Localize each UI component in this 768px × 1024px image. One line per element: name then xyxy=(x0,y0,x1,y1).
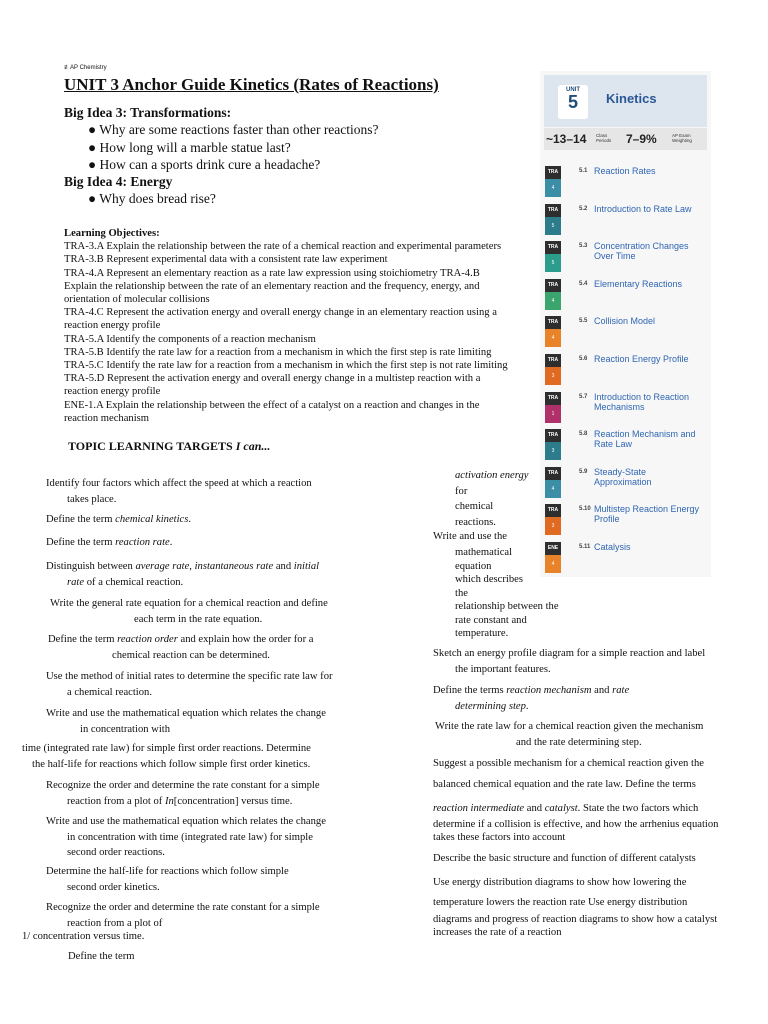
target-text: Use energy distribution xyxy=(588,897,688,908)
topic-row xyxy=(545,166,705,200)
class-periods-value: ~13–14 xyxy=(546,132,587,146)
weighting-label: AP Exam Weighting xyxy=(672,133,692,143)
target-text: . xyxy=(577,803,581,814)
target-text: second order kinetics. xyxy=(67,881,160,893)
big-idea-4-list xyxy=(88,190,216,208)
target-energy-profile xyxy=(433,646,705,677)
topic-tag xyxy=(545,166,561,197)
objective-line: reaction mechanism xyxy=(64,412,150,424)
topic-tag xyxy=(545,467,561,498)
topic-level: 3 xyxy=(545,367,561,385)
topic-tag xyxy=(545,241,561,272)
topic-name: Reaction Mechanism and Rate Law xyxy=(594,429,696,450)
target-activation-energy xyxy=(455,468,528,530)
target-intermediate-catalyst xyxy=(433,802,718,845)
topic-level: 1 xyxy=(545,405,561,423)
target-text: . xyxy=(169,537,173,548)
topic-number: 5.5 xyxy=(579,318,588,325)
target-arrhenius xyxy=(433,529,507,545)
topic-name: Concentration Changes Over Time xyxy=(594,241,689,262)
target-text: reaction from a plot of xyxy=(67,917,163,929)
topic-number: 5.8 xyxy=(579,431,588,438)
objective-line: TRA-3.A Explain the relationship between the rate of a chemical reaction and experimental parameters xyxy=(64,241,502,253)
topic-number: 5.2 xyxy=(579,205,588,212)
target-10 xyxy=(46,814,326,861)
target-text: temperature. xyxy=(455,628,509,639)
target-text: Describe the basic structure and function of different catalysts xyxy=(433,853,696,864)
term-italic: rate xyxy=(67,576,85,588)
target-text: Write and use the mathematical equation which relates the change xyxy=(46,708,326,719)
topic-name: Multistep Reaction Energy Profile xyxy=(594,504,700,525)
target-text: Determine the half-life for reactions which follow simple xyxy=(46,866,289,877)
objectives-list xyxy=(64,240,544,425)
topic-number: 5.4 xyxy=(579,280,588,287)
topic-row xyxy=(545,429,705,463)
term-italic: reaction mechanism xyxy=(506,685,592,696)
target-energy-distribution xyxy=(433,875,686,891)
term-italic: rate xyxy=(612,685,630,696)
target-3 xyxy=(46,535,172,551)
term-italic: activation energy xyxy=(455,470,529,481)
topic-number: 5.9 xyxy=(579,468,588,475)
topic-tag xyxy=(545,429,561,460)
target-text: Use the method of initial rates to determine the specific rate law for xyxy=(46,671,333,682)
topic-number: 5.10 xyxy=(579,506,591,513)
objective-line: Explain the relationship between the rate of an elementary reaction and the frequency, energy, and xyxy=(64,280,480,292)
target-text: Define the term xyxy=(68,951,135,962)
target-text: , xyxy=(189,561,195,572)
target-text: Recognize the order and determine the rate constant for a simple xyxy=(46,780,320,791)
objective-line: TRA-5.C Identify the rate law for a reaction from a mechanism in which the first step is not rate limiting xyxy=(64,360,508,372)
term-italic: average rate xyxy=(135,561,190,572)
target-text: rate constant and xyxy=(455,614,527,626)
unit-label: UNIT xyxy=(566,87,580,93)
topic-tag xyxy=(545,504,561,535)
target-text: takes place. xyxy=(67,493,117,505)
target-text: and xyxy=(273,561,294,572)
topic-level: 3 xyxy=(545,442,561,460)
target-text: takes these factors into account xyxy=(433,832,566,843)
topic-level: 3 xyxy=(545,517,561,535)
unit-stats xyxy=(544,128,707,150)
target-6 xyxy=(48,632,313,663)
topic-level: 4 xyxy=(545,329,561,347)
topic-name: Catalysis xyxy=(594,542,631,552)
target-text: determine if a collision is effective, and how the arrhenius equation xyxy=(433,818,719,830)
topic-level: 5 xyxy=(545,217,561,235)
target-text: Define the term xyxy=(48,634,118,645)
topic-row xyxy=(545,316,705,350)
target-text: which describes xyxy=(455,574,523,585)
topic-tag-label: TRA xyxy=(545,166,561,179)
target-text: Define the term xyxy=(46,537,116,548)
target-text: reactions. xyxy=(455,516,496,528)
topic-tag xyxy=(545,542,561,573)
target-text: increases the rate of a reaction xyxy=(433,927,562,938)
term-italic: instantaneous rate xyxy=(194,561,274,572)
term-italic: reaction intermediate xyxy=(433,803,525,814)
topic-number: 5.1 xyxy=(579,168,588,174)
topic-tag xyxy=(545,316,561,347)
target-12 xyxy=(46,900,320,931)
unit-number: 5 xyxy=(567,92,578,112)
topic-tag-label: TRA xyxy=(545,316,561,329)
topic-tag xyxy=(545,354,561,385)
targets-heading-main: TOPIC LEARNING TARGETS xyxy=(68,439,236,453)
target-text: balanced chemical equation and the rate law. xyxy=(433,779,623,790)
target-9 xyxy=(46,778,320,809)
class-periods-label: Class Periods xyxy=(596,133,612,143)
target-text: diagrams and progress of reaction diagrams to show how a catalyst xyxy=(433,913,718,925)
targets-heading-italic: I can... xyxy=(235,439,271,453)
unit-title: Kinetics xyxy=(606,91,657,106)
big-idea-3-heading: Big Idea 3: Transformations: xyxy=(64,105,232,120)
topic-name: Elementary Reactions xyxy=(594,278,683,289)
bullet-item: ● Why does bread rise? xyxy=(88,191,216,206)
target-text: equation xyxy=(455,560,492,572)
target-5 xyxy=(50,596,328,627)
topic-tag xyxy=(545,279,561,310)
topic-name: Introduction to Reaction Mechanisms xyxy=(594,391,690,412)
target-text: and the rate determining step. xyxy=(516,736,642,748)
targets-heading xyxy=(68,439,270,454)
topic-tag xyxy=(545,392,561,423)
objective-line: reaction energy profile xyxy=(64,320,161,332)
topic-name: Reaction Rates xyxy=(594,166,656,176)
term-italic: catalyst xyxy=(544,803,578,814)
target-text: in concentration with xyxy=(80,723,171,735)
target-12-continued: 1/ concentration versus time. xyxy=(22,931,145,942)
target-text: and explain how the order for a xyxy=(177,634,314,645)
target-text: Use energy distribution diagrams to show how lowering the xyxy=(433,877,687,888)
unit-badge xyxy=(558,85,588,119)
unit-overview-panel xyxy=(540,71,711,577)
target-text: Define the term xyxy=(46,514,116,525)
objective-line: TRA-4.A Represent an elementary reaction as a rate law expression using stoichiometry TRA-4.B xyxy=(64,267,480,279)
target-1 xyxy=(46,476,312,507)
target-8 xyxy=(46,706,326,737)
target-text: Define the terms xyxy=(625,779,696,790)
topic-level: 4 xyxy=(545,179,561,197)
target-text: State the two factors which xyxy=(582,803,699,814)
target-text: second order reactions. xyxy=(67,847,165,858)
target-energy-distribution-continued xyxy=(433,896,717,940)
objective-line: ENE-1.A Explain the relationship between the effect of a catalyst on a reaction and changes in the xyxy=(64,399,480,411)
target-text: and xyxy=(591,685,613,696)
topic-tag-label: TRA xyxy=(545,467,561,480)
topic-tag-label: TRA xyxy=(545,354,561,367)
target-text: chemical xyxy=(455,501,494,512)
unit-header xyxy=(544,75,707,127)
topic-row xyxy=(545,542,705,576)
bullet-item: ● How can a sports drink cure a headache? xyxy=(88,157,321,172)
objective-line: reaction energy profile xyxy=(64,386,161,398)
term-italic: chemical kinetics xyxy=(115,514,189,525)
target-text: the half-life for reactions which follow simple first order kinetics. xyxy=(32,758,311,770)
topic-row xyxy=(545,392,705,426)
target-text: Define the terms xyxy=(433,685,507,696)
topic-level: 4 xyxy=(545,480,561,498)
topic-tag-label: TRA xyxy=(545,241,561,254)
target-text: Sketch an energy profile diagram for a simple reaction and label xyxy=(433,648,706,659)
target-7 xyxy=(46,669,333,700)
learning-objectives xyxy=(64,227,544,425)
target-text: of a chemical reaction. xyxy=(84,576,184,588)
topic-tag xyxy=(545,204,561,235)
target-text: a chemical reaction. xyxy=(67,686,152,698)
target-4 xyxy=(46,559,319,590)
topic-tag-label: TRA xyxy=(545,204,561,217)
objective-line: TRA-3.B Represent experimental data with a consistent rate law experiment xyxy=(64,254,388,266)
target-text: Suggest a possible mechanism for a chemical reaction given the xyxy=(433,758,704,769)
target-text: in concentration with time (integrated rate law) for simple xyxy=(67,831,313,843)
target-text: Distinguish between xyxy=(46,561,136,572)
bullet-item: ● How long will a marble statue last? xyxy=(88,139,291,155)
term-italic: reaction rate xyxy=(115,537,170,548)
bullet-item: ● Why are some reactions faster than other reactions? xyxy=(88,122,379,137)
target-suggest-mechanism-continued xyxy=(433,777,696,793)
topic-name: Reaction Energy Profile xyxy=(594,354,689,364)
term-italic: In xyxy=(164,795,174,807)
target-text: for xyxy=(455,485,468,497)
target-text: Identify four factors which affect the speed at which a reaction xyxy=(46,478,312,489)
topic-tag-label: TRA xyxy=(545,429,561,442)
page-title: UNIT 3 Anchor Guide Kinetics (Rates of Reactions) xyxy=(64,75,439,94)
objective-line: TRA-5.A Identify the components of a reaction mechanism xyxy=(64,333,316,345)
target-text: each term in the rate equation. xyxy=(134,613,263,625)
objective-line: TRA-4.C Represent the activation energy and overall energy change in an elementary reaction using a xyxy=(64,307,497,319)
target-mechanism-terms xyxy=(433,683,629,714)
topic-row xyxy=(545,354,705,388)
topic-tag-label: TRA xyxy=(545,279,561,292)
target-text: Determine xyxy=(266,743,311,754)
topic-row xyxy=(545,467,705,501)
target-text: temperature lowers the reaction rate xyxy=(433,897,586,908)
target-text: Recognize the order and determine the rate constant for a simple xyxy=(46,902,320,913)
course-label: ≢AP Chemistry xyxy=(64,65,107,71)
topic-tag-label: TRA xyxy=(545,392,561,405)
target-text: Write the general rate equation for a chemical reaction and define xyxy=(50,598,328,609)
weighting-value: 7–9% xyxy=(626,132,657,146)
target-8-continued xyxy=(22,741,311,772)
target-text: reaction from a plot of xyxy=(67,795,165,807)
topic-number: 5.11 xyxy=(579,544,591,550)
topic-tag-label: TRA xyxy=(545,504,561,517)
term-italic: reaction order xyxy=(117,634,178,645)
topic-row xyxy=(545,504,705,538)
target-rate-law-mechanism xyxy=(435,719,703,750)
target-text: and xyxy=(524,803,545,814)
topic-tag-label: ENE xyxy=(545,542,561,555)
target-text: . xyxy=(525,700,529,712)
objective-line: orientation of molecular collisions xyxy=(64,294,210,306)
target-text: Write the rate law for a chemical reaction given the mechanism xyxy=(435,721,704,732)
term-italic: determining step xyxy=(455,700,526,712)
target-13 xyxy=(68,949,134,965)
topic-level: 4 xyxy=(545,292,561,310)
objectives-heading: Learning Objectives: xyxy=(64,228,160,239)
big-idea-3-list xyxy=(88,121,379,174)
objective-line: TRA-5.D Represent the activation energy and overall energy change in a multistep reaction with a xyxy=(64,373,481,385)
topic-row xyxy=(545,279,705,313)
topic-number: 5.7 xyxy=(579,393,588,400)
topic-name: Steady-State Approximation xyxy=(594,466,652,487)
target-text: . xyxy=(188,514,192,525)
target-2 xyxy=(46,512,191,528)
target-text: Write and use the xyxy=(433,531,507,542)
topic-number: 5.6 xyxy=(579,356,588,362)
target-suggest-mechanism xyxy=(433,756,704,772)
topic-number: 5.3 xyxy=(579,243,588,250)
target-text: chemical reaction can be determined. xyxy=(112,649,270,661)
target-text: the xyxy=(455,587,468,599)
target-text: the important features. xyxy=(455,663,551,675)
target-text: time (integrated rate law) for simple first order reactions. xyxy=(22,743,264,754)
big-idea-4-heading: Big Idea 4: Energy xyxy=(64,174,173,189)
topic-name: Introduction to Rate Law xyxy=(594,203,692,214)
topic-level: 5 xyxy=(545,254,561,272)
target-11 xyxy=(46,864,289,895)
term-italic: initial xyxy=(293,561,320,572)
target-catalysts xyxy=(433,851,696,867)
target-text: Write and use the mathematical equation which relates the change xyxy=(46,816,326,827)
objective-line: TRA-5.B Identify the rate law for a reaction from a mechanism in which the first step is rate limiting xyxy=(64,346,492,358)
topic-name: Collision Model xyxy=(594,316,656,327)
target-text: relationship between the xyxy=(455,601,559,612)
topic-level: 4 xyxy=(545,555,561,573)
target-text: [concentration] versus time. xyxy=(173,795,293,807)
topic-row xyxy=(545,204,705,238)
target-text: mathematical xyxy=(455,547,513,558)
topic-row xyxy=(545,241,705,275)
